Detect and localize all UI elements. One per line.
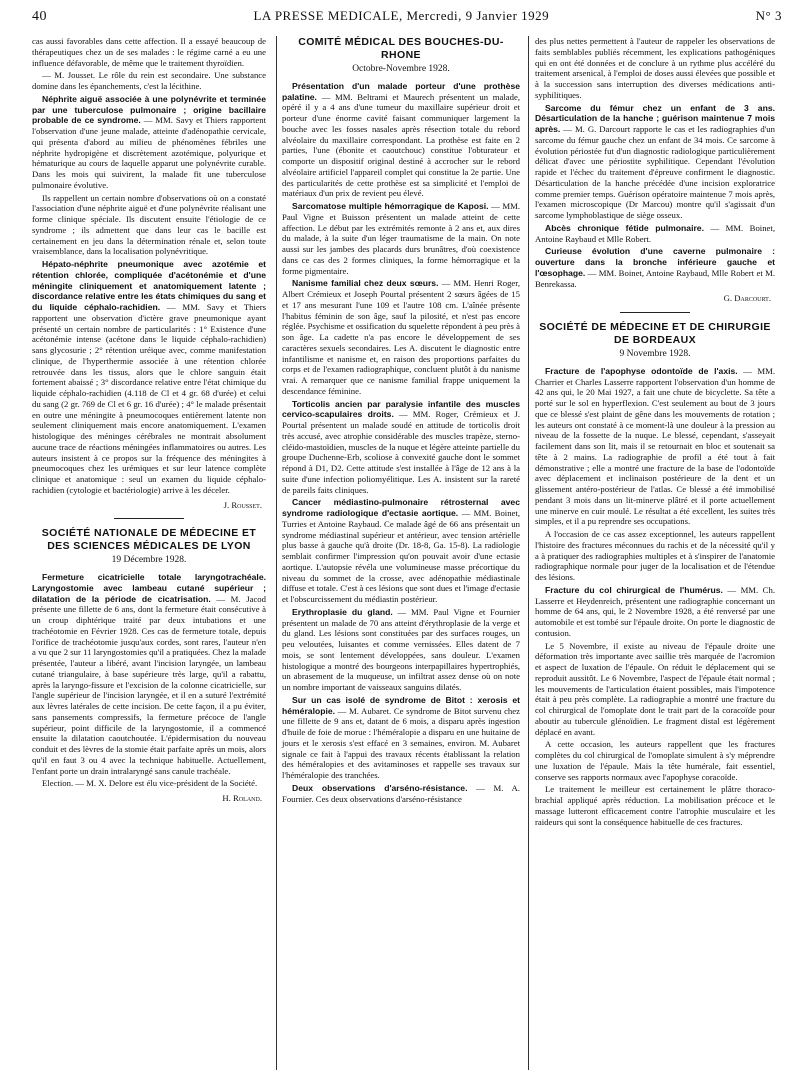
article [282,695,520,781]
article-title: Abcès chronique fétide pulmonaire. [545,222,704,233]
article-title: Fracture de l'apophyse odontoïde de l'axis. [545,365,738,376]
article-title: Nanisme familial chez deux sœurs. [292,278,439,289]
article-text: — MM. Beltrami et Maurech présentent un malade, opéré il y a 4 ans d'une tumeur du maxillaire supérieur droit et porteur d'une énorme cavité faisant communiquer largement la bouche avec les fosses nasales après résection totale du rebord alvéolaire du maxillaire correspondant. La prothèse est faite en 2 parties, l'une (ébonite et caoutchouc) constitue l'obturateur et comporte un dispositif original destiné à accrocher sur le rebord alvéolaire artificiel l'appareil complet qui constitue la 2e partie. Une des particularités de cette prothèse est sa simplicité et l'emploi de matériaux d'un prix de revient peu élevé. [282,91,520,199]
article-text: — MM. Boinet, Antoine Raybaud et Mlle Robert. [535,222,775,244]
article-text: — MM. Ch. Lasserre et Heydenreich, présentent une radiographie concernant un homme de 64 ans, qui, le 2 Novembre 1928, a été renversé par une automobile et est tombé sur l'épaule droite. On porte le diagnostic de contusion. [535,584,775,638]
article [282,783,520,805]
article-title: Cancer médiastino-pulmonaire rétrosternal avec syndrome radiologique d'ectasie aortique. [282,497,520,518]
article-title: Curieuse évolution d'une caverne pulmonaire : ouverture dans la bronche inférieure gauche et l'œsophage. [535,246,775,278]
article-title: Erythroplasie du gland. [292,606,393,617]
paragraph: Ils rappellent un certain nombre d'observations où on a constaté l'association d'une néphrite aiguë et d'une polynévrite réalisant une forme clinique spéciale. Ils discutent ensuite l'étiologie de ce syndrome ; ils admettent que dans leur cas le bacille est certainement en jeu dans la détermination rénale et, selon toute vraisemblance, dans la localisation polynévritique. [32,192,266,257]
society-title: SOCIÉTÉ NATIONALE DE MÉDECINE ET DES SCIENCES MÉDICALES DE LYON [41,527,257,553]
article [282,201,520,276]
article-title: Hépato-néphrite pneumonique avec azotémie et rétention chlorée, compliquée d'acétonémie et d'une méningite cliniquement et anatomiquement latente ; discordance relative entre les états chimiques du sang et du liquide céphalo-rachidien. [32,259,266,312]
paragraph: — M. Jousset. Le rôle du rein est secondaire. Une substance domine dans les épanchements, c'est la lécithine. [32,70,266,91]
article-title: Torticolis ancien par paralysie infantile des muscles cervico-scapulaires droits. [282,398,520,420]
article-text: — MM. Boinet, Antoine Raybaud, Mlle Robert et M. Benrekassa. [535,267,775,289]
signature: G. Darcourt. [723,293,771,304]
article-title: Néphrite aiguë associée à une polynévrite et terminée par une tuberculose pulmonaire ; origine bacillaire probable de ce syndrome. [32,93,266,126]
article-text: — MM. Savy et Thiers rapportent une observation d'ictère grave pneumonique ayant présenté un certain nombre de particularités : 1° Existence d'une acétonémie intense (acétone dans le liquide céphalo-rachidien) sans glycosurie ; 2° rétention uréique avec, comme manifestation clinique, de l'hyperthermie associée à une rétention chlorée retrouvée dans les tissus, alors que le chlore sanguin était fortement abaissé ; 3° discordance relative entre l'état chimique du liquide céphalo-rachidien (4.118 de Cl et 4 gr. 68 d'urée) et celui du sang (2 gr. 769 de Cl et 6 gr. 16 d'urée) ; 4° le malade présentait en outre une méningite à pneumocoques entièrement latente non seulement cliniquement mais encore anatomiquement. L'examen histologique des méninges cérébrales ne montrait absolument aucune trace de réactions méningées inflammatoires ou autres. Les auteurs insistent à ce propos sur la fréquence des méningites à pneumocoques chez les urémiques et sur leur latence complète clinique et anatomique : seul un examen du liquide céphalo-rachidien (cytologie et bactériologie) arrive à les déceler. [32,302,266,495]
paragraph: A l'occasion de ce cas assez exceptionnel, les auteurs rappellent l'histoire des fractures méconnues du rachis et de la nécessité qu'il y a à pratiquer des radiographies multiples et à s'inspirer de l'anatomie radiographique normale pour juger de la localisation et de l'étendue des lésions. [535,529,775,582]
article-text: — MM. Henri Roger, Albert Crémieux et Joseph Pourtal présentent 2 sœurs âgées de 15 et 17 ans mesurant l'une 109 et l'autre 108 cm. L'aînée présente l'habitus féminin de son âge, sauf la pilosité, et n'est pas encore réglée. Psychisme et ossification du squelette répondent à peu près à son âge. La cadette n'a pas encore le développement de ses caractères sexuels secondaires. Les A. discutent le diagnostic entre infantilisme et nanisme et, en raison des proportions parfaites du corps et de l'examen radiographique, concluent plutôt à du nanisme vrai. A remarquer que ce nanisme familial frappe uniquement la descendance féminine. [282,278,520,396]
paragraph: Le 5 Novembre, il existe au niveau de l'épaule droite une déformation très importante avec saillie très marquée de l'acromion et aspect de luxation de l'épaule. On réduit le déplacement qui se reproduit aussitôt. Le 6 Novembre, l'aspect de l'épaule était normal ; les mouvements de l'articulation étaient possibles, mais l'impotence était à peu près complète. La radiographie a montré une fracture du col chirurgical de l'omoplate dont le trait part de la coracoïde pour aboutir au tubercule glénoïdien. Le fragment distal est légèrement déplacé en avant. [535,640,775,737]
signature: J. Rousset. [223,499,262,510]
article-title: Sarcome du fémur chez un enfant de 3 ans. Désarticulation de la hanche ; guérison maintenue 7 mois après. [535,102,775,134]
paragraph: cas aussi favorables dans cette affection. Il a essayé beaucoup de thérapeutiques chez un de ses malades : le régime carné a eu une influence défavorable, de même que le traitement thyroïdien. [32,36,266,68]
article-title: Fracture du col chirurgical de l'humérus. [545,584,723,595]
article-text: — MM. Boinet, Turries et Antoine Raybaud. Ce malade âgé de 66 ans présentait un syndrome médiastinal supérieur et antérieur, avec tension artérielle plus basse à gauche qu'à droite (Dr. 18-8, Ga. 15-8). La radiologie semblait confirmer l'impression qu'on pouvait avoir d'une ectasie aortique. L'autopsie révéla une volumineuse masse précortique du niveau du sommet de la crosse, avec adénopathie médiastinale diffuse et totale. C'est à ces lésions que sont dues et l'image d'ectasie et l'obscurcissement du médiastin postérieur. [282,508,520,604]
article [32,94,266,191]
article-text: — M. Jacod présente une fillette de 6 ans, dont la fermeture était consécutive à un croup diphtérique traité par deux intubations et une trachéotomie en Février 1928. Ces cas de fermeture totale, depuis l'orifice de trachéotomie jusqu'aux cordes, sont rares, l'auteur n'en a vu que 2 sur 11 laryngostomies qu'il a pratiquées. Chez la malade présentée, l'auteur a libéré, avant l'incision laryngée, un lambeau cutané triangulaire, à base supérieure très large, qu'il a rabattu, après la laryngo-fissure et l'excision de la colonne cicatricielle, sur l'angle supérieur de l'incision laryngée, et il en a suturé l'extrémité aux lèvres latérales de cette incision. De cette façon, il a pu éviter, sans pansements compressifs, la fermeture précoce de l'angle supérieur, point difficile de la laryngostomie, il a commencé ensuite la dilatation caoutchoutée. L'épidermisation du nouveau conduit et des lèvres de la stomie était parfaite après un mois, alors qu'il en faut 3 ou 4 avec la technique habituelle. Actuellement, l'enfant porte un drain intralaryngé sans canule trachéale. [32,593,266,776]
journal-title: LA PRESSE MEDICALE, Mercredi, 9 Janvier 1929 [253,8,550,23]
article [282,399,520,496]
article-title: Présentation d'un malade porteur d'une prothèse palatine. [282,80,520,102]
society-title: COMITÉ MÉDICAL DES BOUCHES-DU-RHONE [298,36,504,61]
article [32,572,266,776]
paragraph: Election. — M. X. Delore est élu vice-président de la Société. [42,778,258,789]
article-text: — MM. Paul Vigne et Buisson présentent un malade atteint de cette affection. Le début par les extrémités remonte à 2 ans et, aux dires du malade, à la suite d'un léger traumatisme de la main. On note aussi sur les jambes des placards durs brunâtres, d'où coexistence dans ce cas des 2 formes cliniques, la forme hémorragique et la forme pigmentaire. [282,201,521,276]
column-3 [535,36,775,829]
article-text: — M. Aubaret. Ce syndrome de Bitot survenu chez une fillette de 9 ans et, datant de 6 mois, a disparu après ingestion d'huile de foie de morue : l'héméralopie a disparu en une huitaine de jours et le xerosis s'est effacé en 3 semaines, environ. M. Aubaret signale ce fait à l'appui des travaux récents établissant la relation des héméralopies et des avitaminoses et rappelle ses travaux sur l'héméralopie des tranchées. [282,705,520,780]
article-title: Sarcomatose multiple hémorragique de Kaposi. [292,201,489,211]
article [535,366,775,527]
article-text: — MM. Charrier et Charles Lasserre rapportent l'observation d'un homme de 42 ans qui, le 20 Mai 1927, a fait une chute de bicyclette. Sa tête a porté sur le sol en hyperflexion. C'est seulement au bout de 3 jours que ce blessé s'est plaint de gêne dans les mouvements de rotation ; les auteurs ont constaté à ce moment-là une douleur à la pression au niveau de la fossette de la nuque. Le blessé, cependant, s'asseyait facilement dans son lit, mais il se retournait en bloc et soutenait sa tête à 2 mains. La radiographie de profil a été tout à fait démonstrative ; elle a montré une fracture de la base de l'odontoïde avec déplacement et inclinaison postérieure de la dent et un glissement antéro-postérieur de l'atlas. Ce blessé a été immobilisé pendant 3 mois dans un lit-minerve plâtré et il porte actuellement une minerve en cuir moulé. Le résultat a été excellent, les suites très simples, et il a pu reprendre ses occupations. [535,365,776,527]
article-text: — M. A. Fournier. Ces deux observations d'arséno-résistance [282,782,520,804]
society-title: SOCIÉTÉ DE MÉDECINE ET DE CHIRURGIE DE BORDEAUX [539,321,771,346]
column-1 [32,36,266,810]
column-divider [276,36,277,1070]
session-date: 19 Décembre 1928. [111,555,187,566]
article [32,259,266,496]
article [282,607,520,693]
article [535,585,775,639]
issue-number: N° 3 [755,8,782,23]
paragraph: A cette occasion, les auteurs rappellent que les fractures complètes du col chirurgical de l'omoplate simulent à s'y méprendre une luxation de l'épaule. Mais la tête humérale, fait essentiel, conserve ses rapports normaux avec l'apophyse coracoïde. [535,739,775,782]
article-text: — MM. Savy et Thiers rapportent l'observation d'une jeune malade, atteinte d'adénopathie cervicale, qui présenta d'abord au milieu de phénomènes fébriles une néphrite hydropigène et discrètement azotémique, polyurique et hématurique au cours de laquelle apparut une polynévrite curable. Dans les mois qui suivirent, la malade fit une tuberculose pulmonaire évolutive. [32,115,266,190]
signature: H. Roland. [222,793,262,803]
page-header [32,8,782,28]
article-text: — M. G. Darcourt rapporte le cas et les radiographies d'un sarcome du fémur gauche chez un enfant de 34 mois. Ce sarcome à évolution périostée fut d'un diagnostic radiologique particulièrement délicat d'avec une périostite syphilitique. Cependant l'évolution rapide et l'échec du traitement d'épreuve confirment le diagnostic. Désarticulation de la hanche précédée d'une incision exploratrice comme premier temps. Guérison opératoire maintenue 7 mois après, l'examen microscopique (Dr Marcou) montre qu'il s'agissait d'un sarcome lymphoblastique de siège osseux. [535,124,775,220]
section-separator [114,518,184,519]
article-title: Fermeture cicatricielle totale laryngotrachéale. Laryngostomie avec lambeau cutané supérieur ; dilatation de la période de cicatrisation. [32,572,266,604]
article [282,81,520,199]
column-divider [528,36,529,1070]
paragraph: des plus nettes permettent à l'auteur de rappeler les observations de faits semblables publiés récemment, les explications pathogéniques qui en ont été données et de conclure à un rythme plus accéléré du traitement arsenical, à l'emploi de doses aussi élevées que possible et à la succession sans interruption des diverses médications anti-syphilitiques. [535,36,775,100]
article [535,223,775,245]
article [282,497,520,605]
article-title: Sur un cas isolé de syndrome de Bitot : xerosis et héméralopie. [282,694,520,716]
column-2 [282,36,520,806]
paragraph: Le traitement le meilleur est certainement le plâtre thoraco-brachial appliqué après réduction. La mobilisation précoce et le massage lutteront efficacement contre l'atrophie musculaire et les raideurs qui sont la conséquence habituelle de ces fractures. [535,784,775,827]
section-separator [620,312,690,313]
article [535,103,775,221]
article-text: — MM. Roger, Crémieux et J. Pourtal présentent un malade soudé en attitude de torticolis droit très accusé, avec atrophie considérable des muscles trapèze, sterno-cléido-mastoïdien, muscles de la nuque et légère atteinte partielle du groupe Duchenne-Erb, scoliose à convexité gauche dont le sommet répond à D1, D2. Cette attitude s'est installée à l'âge de 12 ans à la suite d'une infection poliomyélitique. Les A. insistent sur la rareté de pareils faits cliniques. [282,409,520,495]
article [282,278,520,396]
session-date: Octobre-Novembre 1928. [352,64,450,74]
page-number: 40 [32,9,47,24]
article-title: Deux observations d'arséno-résistance. [292,782,468,793]
article-text: — MM. Paul Vigne et Fournier présentent un malade de 70 ans atteint d'érythroplasie de la verge et du gland. Les lésions sont constituées par des surfaces rouges, un peu veloutées, luisantes et comme vernissées. Elles datent de 7 mois, se sont lentement développées, sans douleur. L'examen histologique a montré des bourgeons interpapillaires hypertrophiés, un abrasement de la muqueuse, un infiltrat assez dense où on note un nombre important de vaisseaux sanguins dilatés. [282,606,520,692]
article [535,246,775,289]
session-date: 9 Novembre 1928. [619,349,691,359]
